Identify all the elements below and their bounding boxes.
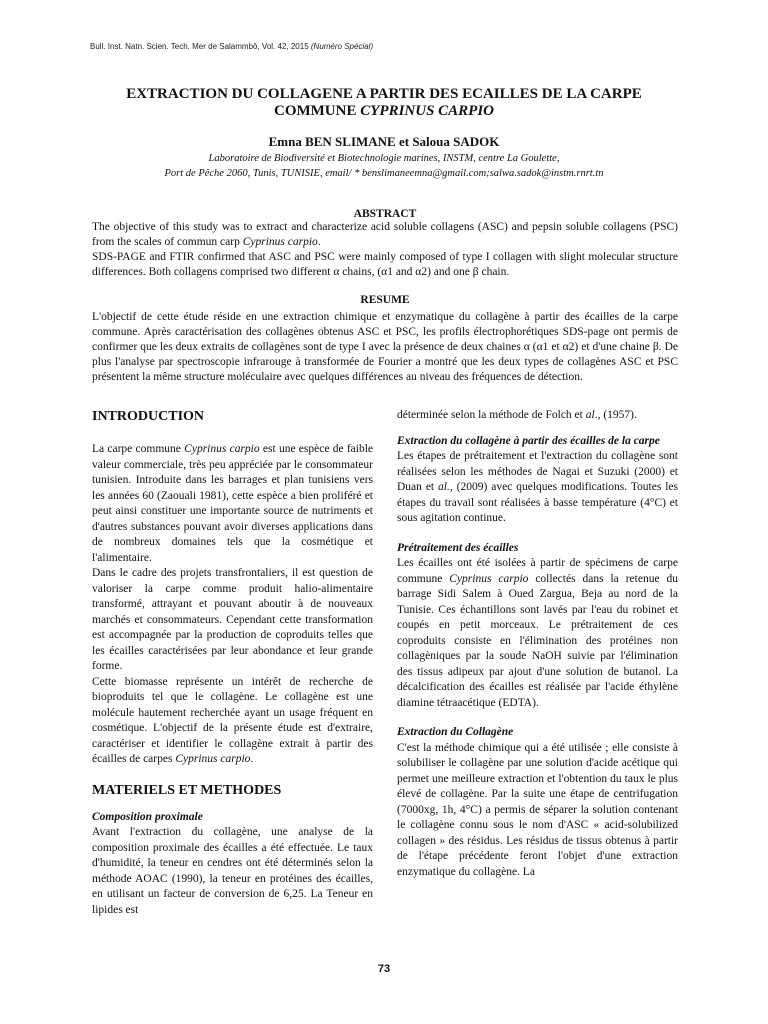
extraction-text-a: Les étapes de prétraitement et l'extraction du collagène sont réalisées selon les méthodes de Nagai et Suzuki (2000) et Duan et: [397, 450, 678, 493]
pretraitement-text-b: collectés dans la retenue du barrage Sidi Salem à Oued Zargua, Beja au nord de la Tunisie. Ces échantillons sont lavés par l'eau du robinet et coupés en petit morceaux. Le prétraitement de ces coproduits consiste en l'élimination des protéines non collagèniques par la soude NaOH suivie par l'élimination des tissus adipeux par ajout d'une solution de butanol. La décalcification des écailles est réalisée par l'acide éthylène diamine tétraacétique (EDTA).: [397, 572, 678, 709]
paper-title: [60, 86, 708, 120]
collagene-paragraph: C'est la méthode chimique qui a été utilisée ; elle consiste à solubiliser le collagène par une solution d'acide acétique qui permet une meilleure extraction et l'obtention du taux le plus élevé de collagène. Par la suite une étape de centrifugation (7000xg, 1h, 4°C) a permis de séparer la solution contenant le collagène connu sous le nom d'ASC « acid-solubilized collagen » des résidus. Les résidus de tissus obtenus à partir de l'étape précédente feront l'objet d'une extraction enzymatique du collagène. La: [397, 741, 678, 878]
journal-citation: Bull. Inst. Natn. Scien. Tech. Mer de Salammbô, Vol. 42, 2015: [90, 42, 309, 51]
authors: Emna BEN SLIMANE et Saloua SADOK: [268, 134, 500, 149]
intro-species-1: Cyprinus carpio: [184, 443, 260, 455]
collagene-heading: Extraction du Collagène: [397, 726, 514, 738]
resume-body: [92, 310, 678, 385]
composition-continued: [397, 408, 678, 424]
special-issue-note: (Numéro Spécial): [310, 42, 374, 51]
intro-species-3: Cyprinus carpio: [175, 753, 251, 765]
intro-paragraph-3: [92, 675, 373, 768]
composition-cont-end: ., (1957).: [594, 409, 637, 421]
abstract-text-1-end: .: [317, 236, 321, 248]
running-header: [90, 42, 373, 51]
extraction-text-al: al.: [438, 481, 450, 493]
pretraitement-heading: Prétraitement des écailles: [397, 541, 519, 554]
pretraitement-text-a: Les écailles ont été isolées à partir de spécimens de carpe commune: [397, 557, 678, 585]
extraction-text-b: , (2009) avec quelques modifications. Toutes les étapes du travail sont réalisées à basse température (4°C) et sous agitation continue.: [397, 481, 679, 524]
title-species: CYPRINUS CARPIO: [360, 103, 495, 119]
affiliation: [60, 152, 708, 181]
intro-text-3b: .: [250, 753, 254, 765]
abstract-species: Cyprinus carpio: [242, 236, 318, 248]
title-line-1: EXTRACTION DU COLLAGENE A PARTIR DES ECAILLES DE LA CARPE: [126, 86, 642, 102]
intro-text-3a: Cette biomasse représente un intérêt de recherche de bioproduits tel que le collagène. Le collagène est une molécule hautement recherchée ayant un usage fréquent en cosmétique. L'objectif de la présente étude est d'extraire, caractériser et identifier le collagène extrait à partir des écailles de carpes: [92, 675, 373, 765]
abstract-text-1: The objective of this study was to extract and characterize acid soluble collagens (ASC) and pepsin soluble collagens (PSC) from the scales of commun carp: [92, 221, 678, 248]
intro-paragraph-1: [92, 442, 373, 566]
extraction-paragraph: [397, 449, 678, 527]
resume-paragraph: L'objectif de cette étude réside en une extraction chimique et enzymatique du collagène à partir des écailles de la carpe commune. Après caractérisation des collagènes obtenus ASC et PSC, les profils électrophorétiques SDS-page ont permis de confirmer que les deux extraits de collagènes sont de type I avec la présence de deux chaines α (α1 et α2) et d'une chaine β. De plus l'analyse par spectroscopie infrarouge à transformée de Fourier a montré que les deux types de collagènes ASC et PSC présentent la même structure moléculaire avec quelques différences au niveau des fréquences de détection.: [92, 311, 678, 383]
composition-cont-al: al: [585, 409, 595, 421]
abstract-paragraph-2: SDS-PAGE and FTIR confirmed that ASC and PSC were mainly composed of type I collagen with slight molecular structure differences. Both collagens comprised two different α chains, (α1 and α2) and one β chain.: [92, 251, 678, 278]
right-column: [397, 408, 678, 880]
composition-paragraph: Avant l'extraction du collagène, une analyse de la composition proximale des écailles a été effectuée. Le taux d'humidité, la teneur en cendres ont été déterminés selon la méthode AOAC (1990), la teneur en protéines des écailles, en utilisant un facteur de conversion de 6,25. La Teneur en lipides est: [92, 826, 373, 916]
abstract-heading: ABSTRACT: [353, 208, 417, 220]
title-line-2-prefix: COMMUNE: [273, 103, 361, 119]
left-column: [92, 408, 373, 918]
resume-heading: RESUME: [360, 294, 410, 306]
pretraitement-species: Cyprinus carpio: [449, 572, 529, 585]
page-number: 73: [377, 963, 391, 975]
composition-cont-text: déterminée selon la méthode de Folch et: [397, 409, 586, 421]
abstract-body: [92, 220, 678, 280]
intro-text-1b: est une espèce de faible valeur commerciale, très peu appréciée par le consommateur tunisien. Introduite dans les barrages et plan tunisiens vers les années 60 (Zaouali 1981), cette espèce a bien proliféré et peut ainsi constituer une importante source de nutriments et d'autres substances pouvant avoir diverses applications dans de nombreux domaines tels que la cosmétique et l'alimentaire.: [92, 443, 374, 564]
introduction-heading: INTRODUCTION: [92, 409, 205, 424]
pretraitement-paragraph: [397, 556, 678, 711]
intro-text-1a: La carpe commune: [92, 443, 185, 455]
intro-paragraph-2: Dans le cadre des projets transfrontaliers, il est question de valoriser la carpe comme produit halio-alimentaire transformé, attrayant et pouvant aboutir à de nouveaux marchés et consommateurs. Cependant cette transformation est accompagnée par la production de coproduits telles que les écailles caractérisées par leur abondance et leur grande forme.: [92, 567, 373, 672]
composition-heading: Composition proximale: [92, 810, 203, 823]
affiliation-line-2: Port de Pêche 2060, Tunis, TUNISIE, email/ * benslimaneemna@gmail.com;salwa.sadok@instm.rnrt.tn: [164, 167, 604, 179]
extraction-heading: Extraction du collagène à partir des écailles de la carpe: [397, 434, 660, 447]
abstract-paragraph-1: [92, 220, 678, 250]
methods-heading: MATERIELS ET METHODES: [92, 782, 282, 798]
affiliation-line-1: Laboratoire de Biodiversité et Biotechnologie marines, INSTM, centre La Goulette,: [208, 153, 560, 164]
